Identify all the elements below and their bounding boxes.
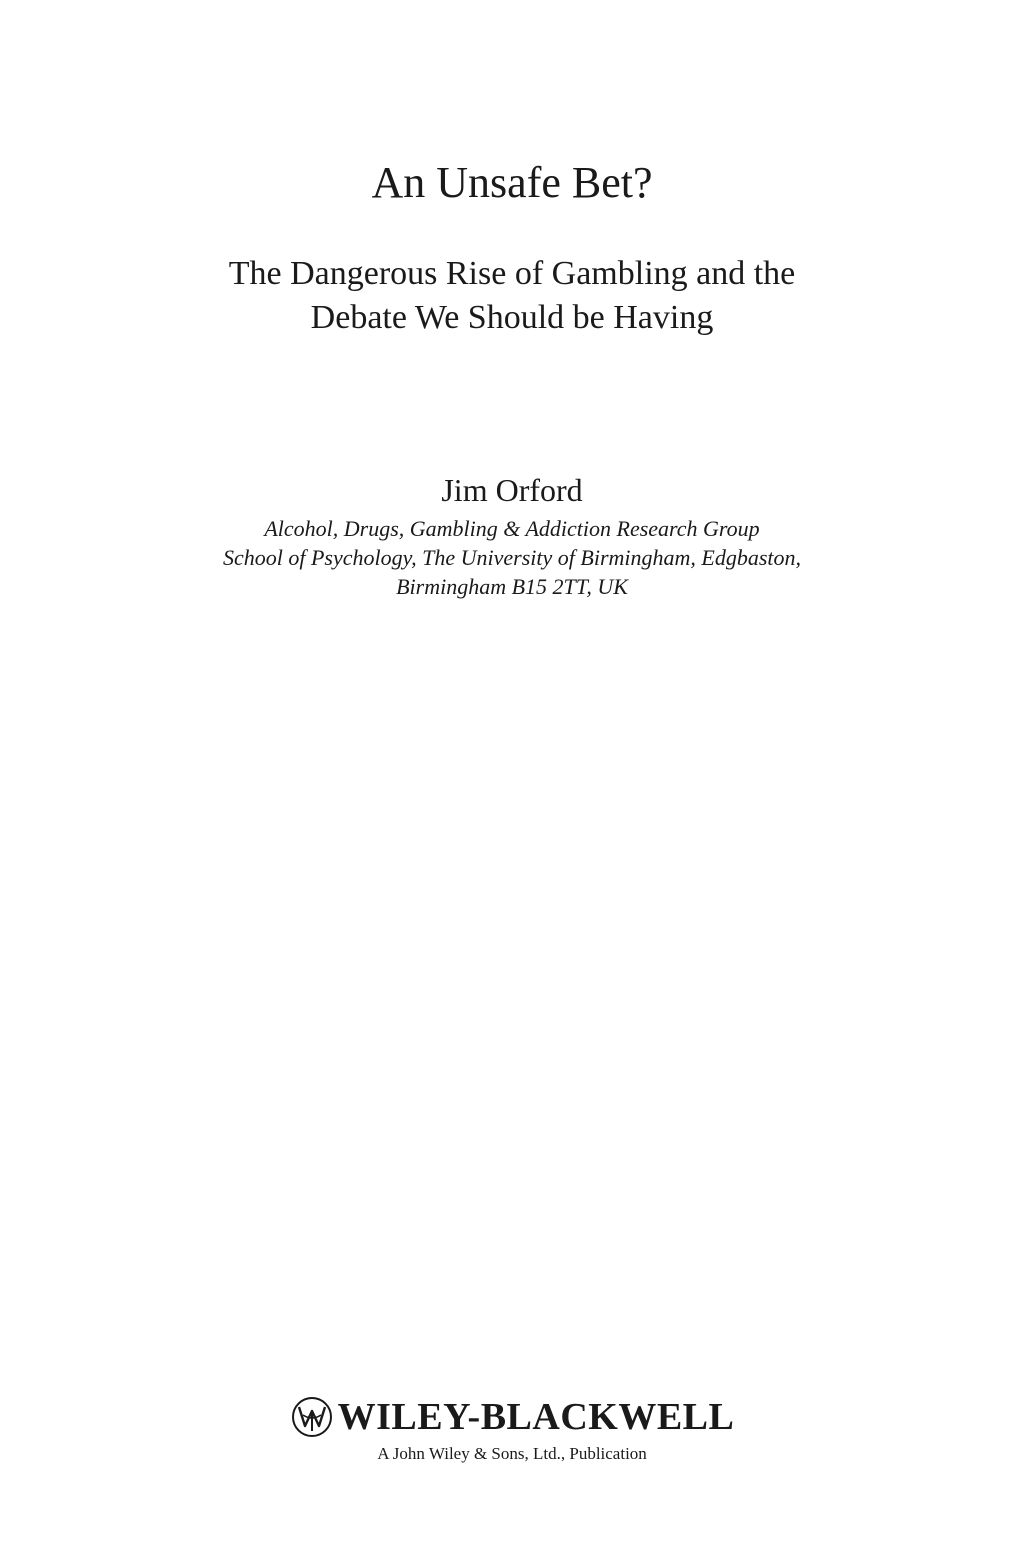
- affiliation-line-3: Birmingham B15 2TT, UK: [396, 574, 628, 599]
- author-name: Jim Orford: [441, 472, 583, 508]
- publisher-tagline: A John Wiley & Sons, Ltd., Publication: [377, 1444, 647, 1463]
- publisher-name: WILEY-BLACKWELL: [337, 1396, 735, 1438]
- subtitle-line-1: The Dangerous Rise of Gambling and the: [228, 255, 796, 292]
- book-title: An Unsafe Bet?: [371, 158, 653, 207]
- book-subtitle: [0, 252, 1024, 340]
- wiley-blackwell-logo-icon: [290, 1395, 334, 1439]
- affiliation-line-2: School of Psychology, The University of Birmingham, Edgbaston,: [222, 545, 802, 570]
- affiliation-line-1: Alcohol, Drugs, Gambling & Addiction Research Group: [264, 516, 760, 541]
- publisher-logo: [0, 1392, 1024, 1442]
- subtitle-line-2: Debate We Should be Having: [310, 299, 714, 336]
- author-affiliation: [0, 514, 1024, 601]
